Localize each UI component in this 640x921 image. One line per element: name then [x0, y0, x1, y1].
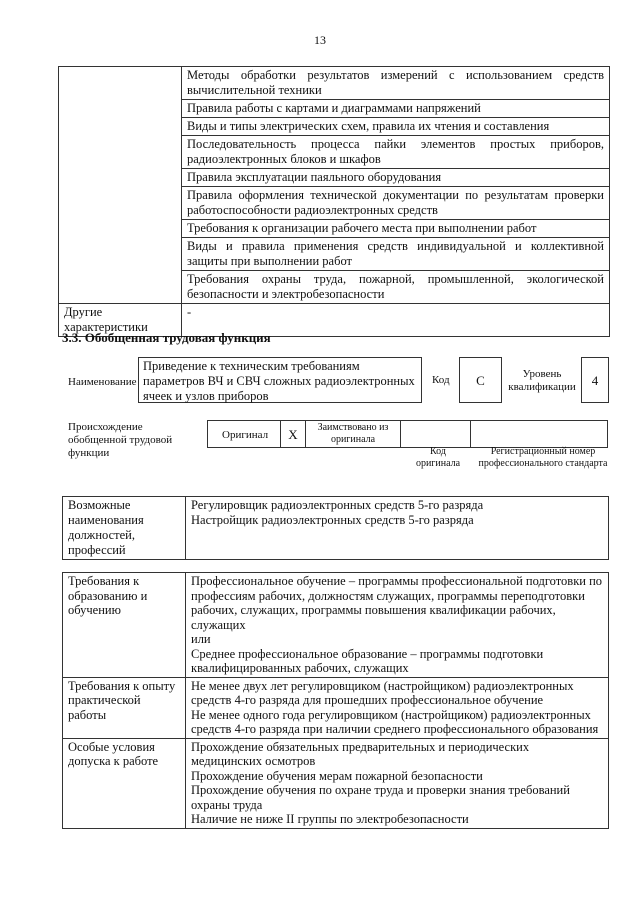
requirement-line: Прохождение обязательных предварительных и периодических медицинских осмотров — [191, 739, 530, 768]
knowledge-row: Последовательность процесса пайки элементов простых приборов, радиоэлектронных блоков и шкафов — [182, 136, 610, 169]
knowledge-row: Требования охраны труда, пожарной, промышленной, экологической безопасности и электробезопасности — [182, 271, 610, 304]
positions-table — [62, 496, 609, 560]
requirement-values — [186, 677, 609, 738]
knowledge-row: Виды и правила применения средств индивидуальной и коллективной защиты при выполнении работ — [182, 238, 610, 271]
knowledge-row: Правила работы с картами и диаграммами напряжений — [182, 100, 610, 118]
positions-label: Возможные наименования должностей, профессий — [63, 497, 186, 560]
knowledge-table — [58, 66, 610, 337]
requirement-line: Не менее двух лет регулировщиком (настройщиком) радиоэлектронных средств 4-го разряда для прошедших профессиональное обучение — [191, 678, 574, 707]
borrowed-label: Заимствовано из оригинала — [305, 420, 401, 448]
requirement-values — [186, 738, 609, 828]
requirement-line: Среднее профессиональное образование – программы подготовки квалифицированных рабочих, служащих — [191, 646, 544, 675]
name-label: Наименование — [68, 376, 137, 388]
reg-number-cell — [470, 420, 608, 448]
code-original-cell — [400, 420, 471, 448]
requirement-line: Не менее одного года регулировщиком (настройщиком) радиоэлектронных средств 4-го разряда при наличии среднего профессионального образования — [191, 707, 599, 736]
position-item: Регулировщик радиоэлектронных средств 5-го разряда — [191, 498, 484, 512]
requirement-line: Наличие не ниже II группы по электробезопасности — [191, 812, 469, 826]
requirement-label: Требования к опыту практической работы — [63, 677, 186, 738]
reg-number-caption: Регистрационный номер профессионального стандарта — [478, 446, 608, 469]
original-mark: Х — [280, 420, 306, 448]
requirement-label: Требования к образованию и обучению — [63, 573, 186, 678]
original-label: Оригинал — [207, 420, 281, 448]
other-characteristics-label: Другие характеристики — [59, 304, 182, 337]
requirement-line: или — [191, 632, 211, 646]
knowledge-row: Правила эксплуатации паяльного оборудования — [182, 169, 610, 187]
requirements-table — [62, 572, 609, 829]
function-name-value: Приведение к техническим требованиям параметров ВЧ и СВЧ сложных радиоэлектронных ячеек и узлов приборов — [138, 357, 422, 403]
code-label: Код — [432, 374, 450, 386]
requirement-line: Профессиональное обучение – программы профессиональной подготовки по профессиям рабочих, должностям служащих, программы переподготовки рабочих, служащих, программы повышения квалификации рабочих, служащих — [191, 574, 603, 632]
empty-label-cell — [59, 67, 182, 304]
knowledge-row: Требования к организации рабочего места при выполнении работ — [182, 220, 610, 238]
requirement-label: Особые условия допуска к работе — [63, 738, 186, 828]
other-characteristics-value: - — [182, 304, 610, 337]
section-title: 3.3. Обобщенная трудовая функция — [62, 330, 271, 345]
position-item: Настройщик радиоэлектронных средств 5-го разряда — [191, 513, 474, 527]
code-original-caption: Код оригинала — [415, 446, 461, 469]
origin-row — [207, 420, 607, 448]
requirement-line: Прохождение обучения мерам пожарной безопасности — [191, 768, 483, 783]
page-number: 13 — [314, 33, 326, 47]
positions-values — [186, 497, 609, 560]
level-label: Уровень квалификации — [508, 368, 576, 393]
knowledge-row: Правила оформления технической документации по результатам проверки работоспособности радиоэлектронных средств — [182, 187, 610, 220]
level-value: 4 — [581, 357, 609, 403]
origin-label: Происхождение обобщенной трудовой функции — [68, 421, 173, 459]
knowledge-row: Виды и типы электрических схем, правила их чтения и составления — [182, 118, 610, 136]
knowledge-row: Методы обработки результатов измерений с использованием средств вычислительной техники — [182, 67, 610, 100]
requirement-line: Прохождение обучения по охране труда и проверки знания требований охраны труда — [191, 783, 570, 812]
requirement-values — [186, 573, 609, 678]
code-value: С — [459, 357, 502, 403]
